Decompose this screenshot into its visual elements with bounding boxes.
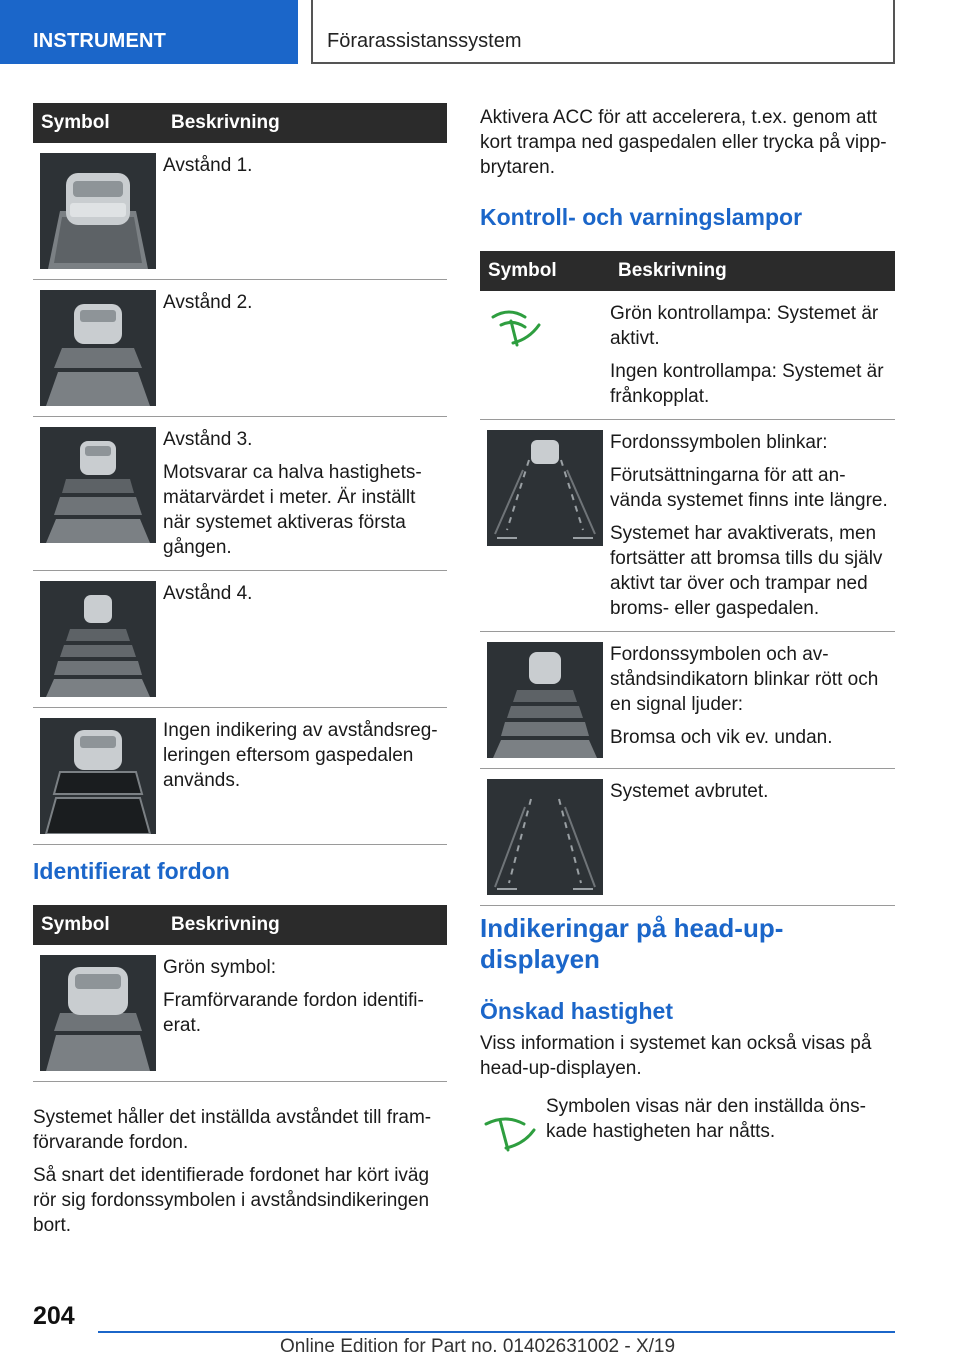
- speed-reached-icon: [480, 1104, 540, 1160]
- identified-section: [33, 858, 447, 885]
- speed-section: [480, 998, 895, 1089]
- footer-edition: Online Edition for Part no. 01402631002 - X/19: [280, 1336, 676, 1357]
- hud-section: [480, 913, 895, 975]
- row-text: Fordonssymbolen och av-ståndsindikatorn blinkar rött och en signal ljuder:: [610, 644, 879, 715]
- row-text: Ingen indikering av avståndsreg-leringen eftersom gaspedalen används.: [163, 720, 438, 791]
- hud-heading: Indikeringar på head-up-displayen: [480, 913, 784, 974]
- lamps-table-block: [480, 251, 895, 906]
- distance-2-car-image: [40, 290, 156, 406]
- col-symbol-header: Symbol: [33, 103, 163, 143]
- table-row: [480, 632, 895, 769]
- row-text: Avstånd 2.: [163, 292, 253, 313]
- icon-description: Symbolen visas när den inställda öns-kade hastigheten har nåtts.: [546, 1096, 867, 1142]
- row-text: Framförvarande fordon identifi-erat.: [163, 990, 424, 1036]
- table-row: [33, 417, 447, 571]
- paragraph: Så snart det identifierade fordonet har kört iväg rör sig fordonssymbolen i avståndsindikeringen bort.: [33, 1165, 430, 1236]
- paragraph: Aktivera ACC för att accelerera, t.ex. genom att kort trampa ned gaspedalen eller trycka på vipp-brytaren.: [480, 107, 887, 178]
- page-number: 204: [33, 1302, 75, 1330]
- table-header-row: [480, 251, 895, 291]
- paragraph: Viss information i systemet kan också visas på head-up-displayen.: [480, 1033, 872, 1079]
- speed-heading: Önskad hastighet: [480, 998, 673, 1024]
- identified-text: [33, 1105, 447, 1246]
- col-description-header: Beskrivning: [610, 251, 895, 291]
- col-symbol-header: Symbol: [33, 905, 163, 945]
- section-tab: [0, 0, 298, 64]
- table-row: [33, 280, 447, 417]
- distance-3-car-image: [40, 427, 156, 543]
- section-title: INSTRUMENT: [33, 30, 167, 52]
- system-aborted-image: [487, 779, 603, 895]
- chapter-title: Förarassistanssystem: [327, 30, 522, 52]
- vehicle-flashing-image: [487, 430, 603, 546]
- table-row: [33, 708, 447, 845]
- acc-speedometer-icon: [487, 301, 547, 351]
- distance-4-car-image: [40, 581, 156, 697]
- table-header-row: [33, 103, 447, 143]
- vehicle-distance-red-image: [487, 642, 603, 758]
- paragraph: Systemet håller det inställda avståndet till fram-förvarande fordon.: [33, 1107, 432, 1153]
- col-description-header: Beskrivning: [163, 905, 447, 945]
- row-text: Avstånd 1.: [163, 155, 253, 176]
- col-symbol-header: Symbol: [480, 251, 610, 291]
- distance-table-block: [33, 103, 447, 845]
- col-description-header: Beskrivning: [163, 103, 447, 143]
- distance-1-car-image: [40, 153, 156, 269]
- row-text: Motsvarar ca halva hastighets-mätarvärdet i meter. Är inställt när systemet aktiveras första gången.: [163, 462, 422, 558]
- row-text: Avstånd 3.: [163, 429, 253, 450]
- table-row: [480, 420, 895, 632]
- identified-heading: Identifierat fordon: [33, 858, 230, 884]
- table-row: [33, 143, 447, 280]
- chapter-header: [311, 0, 895, 64]
- lamps-table: [480, 251, 895, 906]
- row-text: Fordonssymbolen blinkar:: [610, 432, 828, 453]
- table-row: [33, 945, 447, 1082]
- hud-icon-row: [480, 1094, 895, 1152]
- table-row: [480, 769, 895, 906]
- footer-divider: [98, 1331, 895, 1333]
- identified-car-image: [40, 955, 156, 1071]
- distance-table: [33, 103, 447, 845]
- row-text: Bromsa och vik ev. undan.: [610, 727, 833, 748]
- row-text: Förutsättningarna för att an-vända systemet finns inte längre.: [610, 465, 888, 511]
- row-text: Ingen kontrollampa: Systemet är frånkopplat.: [610, 361, 884, 407]
- table-row: [480, 291, 895, 420]
- lamps-heading: Kontroll- och varningslampor: [480, 204, 803, 230]
- row-text: Systemet avbrutet.: [610, 781, 769, 802]
- row-text: Avstånd 4.: [163, 583, 253, 604]
- lamps-section: [480, 204, 895, 231]
- table-header-row: [33, 905, 447, 945]
- row-text: Grön symbol:: [163, 957, 276, 978]
- row-text: Grön kontrollampa: Systemet är aktivt.: [610, 303, 879, 349]
- acc-intro: [480, 105, 895, 188]
- distance-inactive-car-image: [40, 718, 156, 834]
- row-text: Systemet har avaktiverats, men fortsätter att bromsa tills du själv aktivt tar över och trampar ned broms- eller gaspedalen.: [610, 523, 883, 619]
- table-row: [33, 571, 447, 708]
- identified-table-block: [33, 905, 447, 1082]
- identified-table: [33, 905, 447, 1082]
